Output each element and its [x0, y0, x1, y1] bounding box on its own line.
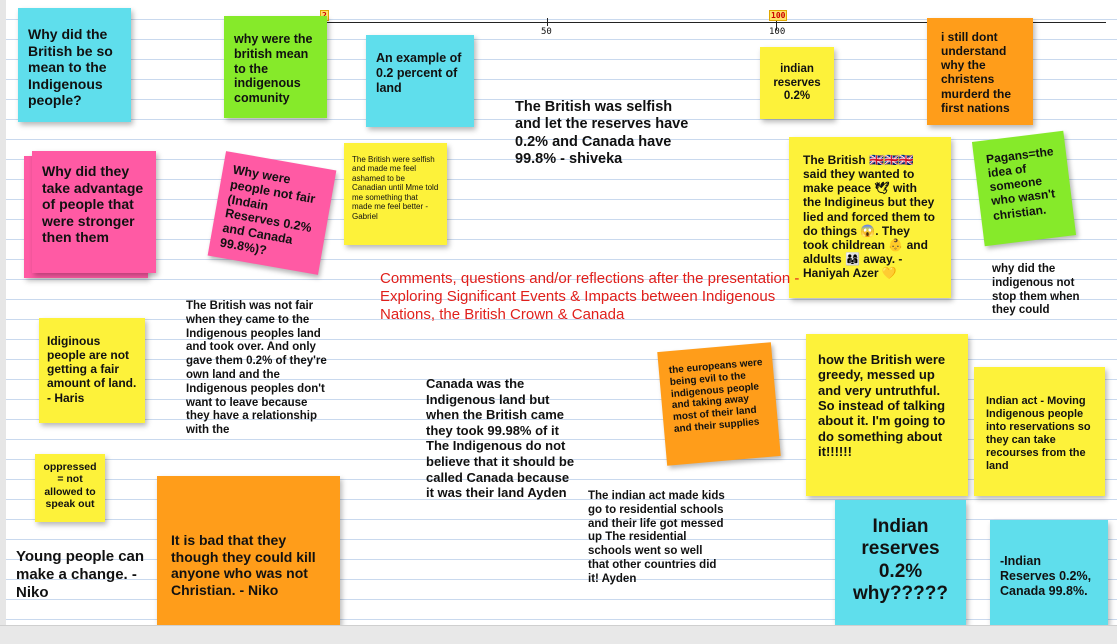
sticky-note[interactable]: Pagans=the idea of someone who wasn't christian.: [972, 131, 1076, 246]
sticky-note[interactable]: i still dont understand why the christens murderd the first nations: [927, 18, 1033, 125]
sticky-note[interactable]: indian reserves 0.2%: [760, 47, 834, 119]
sticky-note[interactable]: The British 🇬🇧🇬🇧🇬🇧 said they wanted to make peace 🕊 with the Indigineus but they lied and forced them to do things 😱. They took childrean 👶 and aldults 👨‍👩‍👧 away. -Haniyah Azer 💛: [789, 137, 951, 298]
sticky-note[interactable]: An example of 0.2 percent of land: [366, 35, 474, 127]
sticky-note[interactable]: Indian reserves 0.2% why?????: [835, 500, 966, 625]
sticky-note[interactable]: Why did they take advantage of people that were stronger then them: [32, 151, 156, 273]
text-comment[interactable]: The British was not fair when they came to the Indigenous peoples land and took over. And only gave them 0.2% of they're own land and the Indigenous peoples don't want to leave because they have a relationship with the: [186, 300, 327, 437]
text-comment[interactable]: Canada was the Indigenous land but when the British came they took 99.98% of it The Indigenous do not believe that it should be called Canada because it was their land Ayden: [426, 376, 575, 501]
ruler-end-handle[interactable]: 100: [771, 11, 786, 20]
sticky-note[interactable]: Idiginous people are not getting a fair amount of land. - Haris: [39, 318, 145, 423]
sticky-note[interactable]: -Indian Reserves 0.2%, Canada 99.8%.: [990, 520, 1108, 625]
sticky-note[interactable]: Why did the British be so mean to the Indigenous people?: [18, 8, 131, 122]
ruler-tick-mid: [547, 18, 548, 26]
sticky-note[interactable]: It is bad that they though they could kill anyone who was not Christian. - Niko: [157, 476, 340, 626]
text-comment[interactable]: Young people can make a change. - Niko: [16, 548, 145, 601]
text-comment[interactable]: The British was selfish and let the reserves have 0.2% and Canada have 99.8% - shiveka: [515, 99, 689, 168]
sticky-note[interactable]: Indian act - Moving Indigenous people into reservations so they can take recourses from the land: [974, 367, 1105, 496]
ruler-mid-label: 50: [541, 27, 552, 37]
sticky-note[interactable]: how the British were greedy, messed up and very untruthful. So instead of talking about it. I'm going to do something about it!!!!!!: [806, 334, 968, 496]
bottom-scrollbar[interactable]: [0, 625, 1117, 644]
board-heading[interactable]: Comments, questions and/or reflections after the presentation - Exploring Significant Events & Impacts between Indigenous Nations, the British Crown & Canada: [380, 270, 800, 323]
sticky-note[interactable]: the europeans were being evil to the indigenous people and taking away most of their land and their supplies: [657, 342, 781, 466]
sticky-note[interactable]: Why were people not fair (Indain Reserves 0.2% and Canada 99.8%)?: [208, 151, 337, 275]
text-comment[interactable]: The indian act made kids go to residential schools and their life got messed up The residential schools went so well that other countries did it! Ayden: [588, 490, 725, 585]
sticky-note[interactable]: oppressed = not allowed to speak out: [35, 454, 105, 522]
text-comment[interactable]: why did the indigenous not stop them when they could: [992, 263, 1080, 317]
sticky-note[interactable]: The British were selfish and made me feel ashamed to be Canadian until Mme told me something that made me feel better -Gabriel: [344, 143, 447, 245]
sticky-note[interactable]: why were the british mean to the indigenous comunity: [224, 16, 327, 118]
ruler-end-label: 100: [769, 27, 786, 37]
